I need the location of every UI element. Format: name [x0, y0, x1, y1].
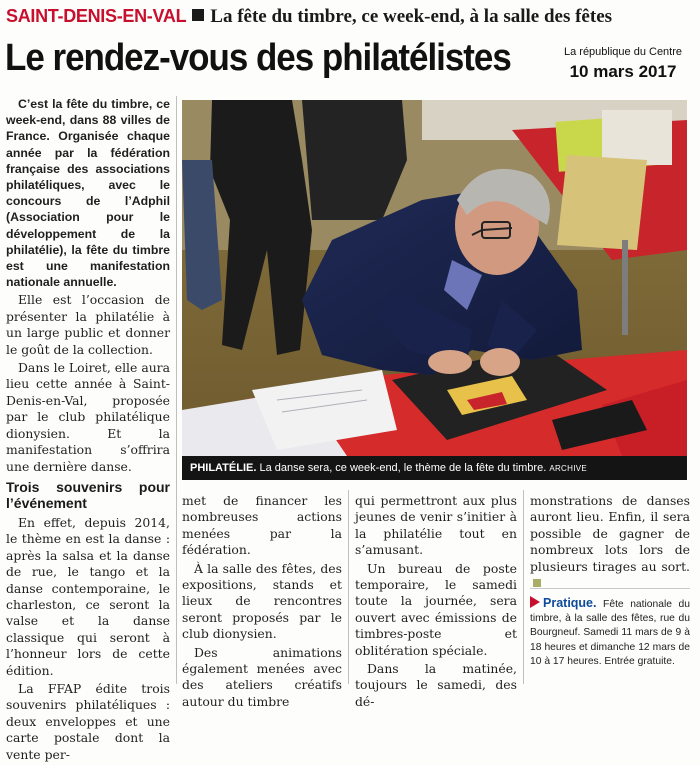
- newspaper-name: La république du Centre: [563, 46, 683, 58]
- publication-date: 10 mars 2017: [569, 62, 677, 81]
- paragraph-3: En effet, depuis 2014, le thème en est la danse : après la salsa et la danse de rue, le tango et la danse contemporaine, le charleston, ce seront la valse et la danse classique qui seront à l’honneur lors de cette édition.: [6, 514, 170, 678]
- caption-label: PHILATÉLIE.: [190, 462, 257, 474]
- photo-caption: [182, 456, 687, 480]
- article-photo: [182, 100, 687, 456]
- paragraph-1: Elle est l’occasion de présenter la philatélie à un large public et donner le goût de la collection.: [6, 292, 170, 357]
- kicker-text: La fête du timbre, ce week-end, à la salle des fêtes: [210, 6, 613, 27]
- pratique-label: Pratique.: [543, 596, 597, 610]
- column-1: [6, 96, 170, 765]
- column-rule: [176, 96, 177, 684]
- column-3: [355, 493, 517, 712]
- caption-text: La danse sera, ce week-end, le thème de la fête du timbre.: [256, 462, 550, 474]
- square-bullet-icon: [192, 9, 204, 21]
- column-2: [182, 493, 342, 712]
- location-label: SAINT-DENIS-EN-VAL: [6, 6, 187, 26]
- article-kicker: [6, 6, 613, 32]
- paragraph-7: Un bureau de poste temporaire, le samedi toute la journée, sera ouvert avec émissions de timbres-poste et oblitération spéciale.: [355, 560, 517, 658]
- pratique-divider: [530, 588, 690, 589]
- column-rule: [348, 490, 349, 684]
- pratique-box: [530, 596, 690, 669]
- paragraph-8-continued: [530, 493, 690, 591]
- headline: Le rendez-vous des philatélistes: [5, 37, 511, 79]
- paragraph-6-continued: qui permettront aux plus jeunes de venir s’initier à la philatélie tout en s’amusant.: [355, 493, 517, 558]
- caption-credit: ARCHIVE: [549, 464, 587, 473]
- paragraph-2: Dans le Loiret, elle aura lieu cette année à Saint-Denis-en-Val, proposée par le club philatélique dionysien. Et la manifestation s’offrira une dernière danse.: [6, 360, 170, 474]
- arrow-right-icon: [530, 596, 540, 608]
- paragraph-5: À la salle des fêtes, des expositions, stands et lieux de rencontres seront proposés par le club dionysien.: [182, 560, 342, 642]
- paragraph-6: Des animations également menées avec des ateliers créatifs autour du timbre: [182, 644, 342, 709]
- end-mark-icon: [533, 579, 541, 587]
- paragraph-8-continued-text: monstrations de danses auront lieu. Enfin, il sera possible de gagner de nombreux lots lors de plusieurs tirages au sort.: [530, 493, 690, 574]
- paragraph-4-continued: met de financer les nombreuses actions menées par la fédération.: [182, 493, 342, 558]
- paragraph-4: La FFAP édite trois souvenirs philatéliques : deux enveloppes et une carte postale dont la vente per-: [6, 680, 170, 762]
- subheading: Trois souvenirs pour l’événement: [6, 478, 170, 511]
- column-rule: [523, 490, 524, 684]
- column-4: [530, 493, 690, 593]
- paragraph-8: Dans la matinée, toujours le samedi, des dé-: [355, 661, 517, 709]
- lead-paragraph: C’est la fête du timbre, ce week-end, dans 88 villes de France. Organisée chaque année par la fédération française des associations philatéliques, avec le concours de l’Adphil (Association pour le développement de la philatélie), la fête du timbre est une manifestation nationale annuelle.: [6, 97, 170, 290]
- pratique-text: Fête nationale du timbre, à la salle des fêtes, rue du Bourgneuf. Samedi 11 mars de 9 à 18 heures et dimanche 12 mars de 10 à 17 heures. Entrée gratuite.: [530, 599, 690, 667]
